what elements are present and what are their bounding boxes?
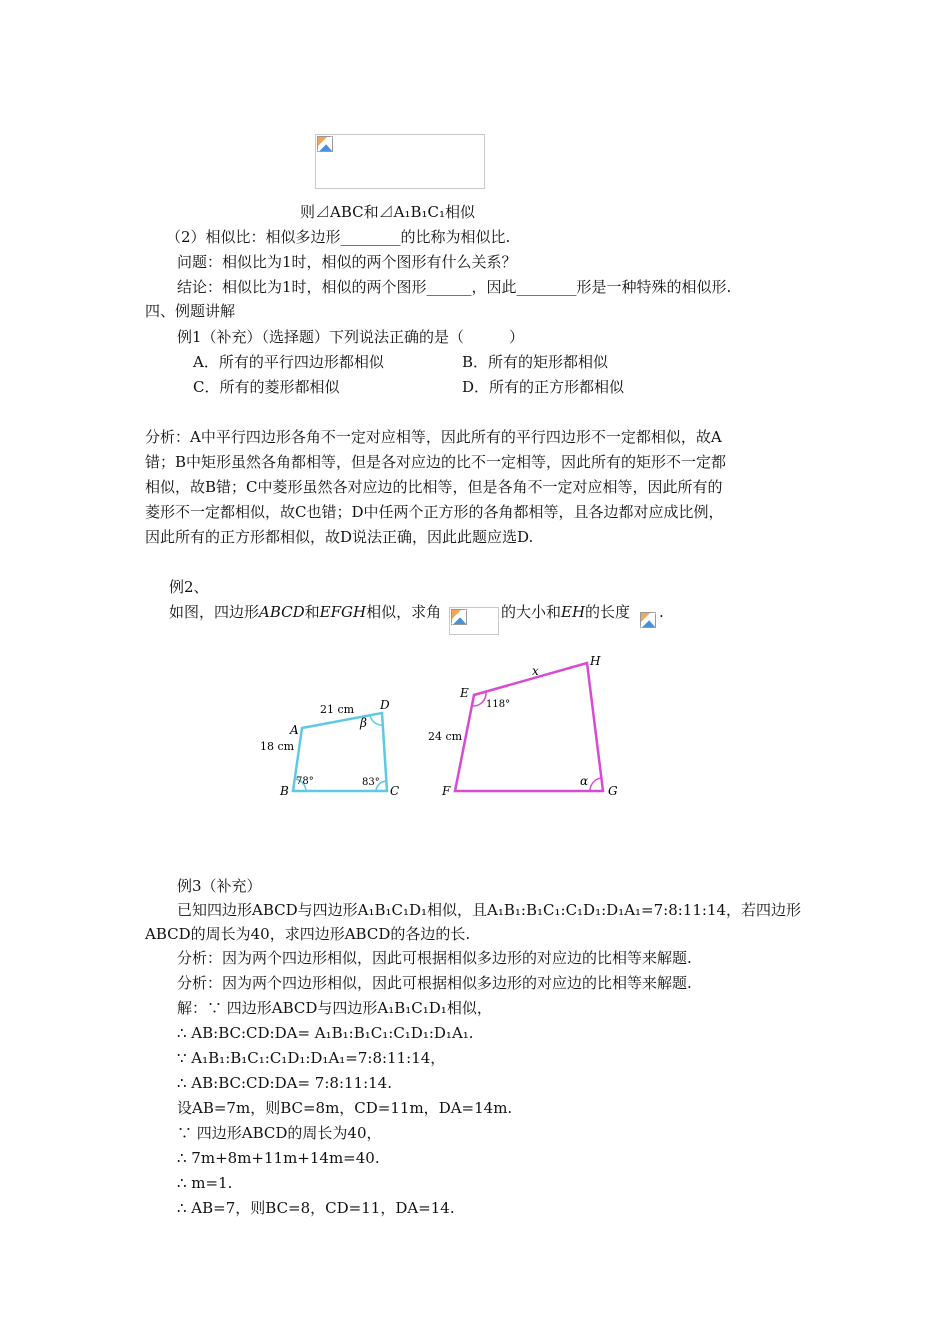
question-line: 问题：相似比为1时，相似的两个图形有什么关系？	[177, 253, 517, 271]
example2-stem	[169, 602, 441, 622]
solution-line-7: ∴ 7m+8m+11m+14m=40.	[177, 1149, 380, 1167]
analysis-line-1: 分析：A中平行四边形各角不一定对应相等，因此所有的平行四边形不一定都相似，故A	[145, 428, 722, 446]
broken-image-icon	[640, 612, 656, 628]
ratio-definition: （2）相似比：相似多边形________的比称为相似比.	[166, 228, 511, 246]
solution-line-8: ∴ m=1.	[177, 1174, 233, 1192]
segment-eh: EH	[561, 603, 586, 621]
solution-line-5: 设AB=7m，则BC=8m，CD=11m，DA=14m.	[177, 1099, 513, 1117]
length-ab: 18 cm	[260, 740, 295, 753]
analysis-line-2: 错；B中矩形虽然各角都相等，但是各对应边的比不一定相等，因此所有的矩形不一定都	[145, 453, 727, 471]
example1-stem: 例1（补充）（选择题）下列说法正确的是（ ）	[177, 328, 525, 346]
section-heading: 四、例题讲解	[145, 302, 236, 320]
vertex-f: F	[442, 784, 451, 798]
angle-c-label: 83°	[362, 777, 380, 788]
angle-e-label: 118°	[486, 699, 511, 710]
stem-part-b: 和	[304, 603, 320, 621]
vertex-g: G	[608, 784, 618, 798]
stem-part-a: 如图，四边形	[169, 603, 260, 621]
vertex-a: A	[290, 723, 299, 737]
solution-line-3: ∵ A₁B₁:B₁C₁:C₁D₁:D₁A₁=7:8:11:14，	[177, 1049, 446, 1067]
angle-g-label: α	[580, 774, 589, 788]
quadrilaterals-figure	[250, 645, 650, 805]
example3-analysis-1: 分析：因为两个四边形相似，因此可根据相似多边形的对应边的比相等来解题.	[177, 949, 692, 967]
example3-label: 例3（补充）	[177, 877, 262, 895]
vertex-c: C	[390, 784, 400, 798]
analysis-line-5: 因此所有的正方形都相似，故D说法正确，因此此题应选D.	[145, 528, 534, 546]
option-b: B．所有的矩形都相似	[462, 353, 609, 371]
example3-stem-2: ABCD的周长为40，求四边形ABCD的各边的长.	[145, 925, 471, 943]
option-c: C．所有的菱形都相似	[193, 378, 340, 396]
length-eh: x	[532, 664, 539, 678]
stem-part-c: 相似，求角	[366, 603, 442, 621]
analysis-line-3: 相似，故B错；C中菱形虽然各对应边的比相等，但是各角不一定对应相等，因此所有的	[145, 478, 723, 496]
option-d: D．所有的正方形都相似	[462, 378, 625, 396]
conclusion-line: 结论：相似比为1时，相似的两个图形______，因此________形是一种特殊的相似形.	[177, 278, 732, 296]
similar-triangles-line: 则⊿ABC和⊿A₁B₁C₁相似	[300, 203, 475, 221]
solution-line-6: ∵ 四边形ABCD的周长为40，	[177, 1124, 382, 1142]
solution-line-9: ∴ AB=7，则BC=8，CD=11，DA=14.	[177, 1199, 455, 1217]
length-ad: 21 cm	[320, 703, 355, 716]
stem-part-e: 的长度	[585, 603, 631, 621]
angle-b-label: 78°	[296, 776, 314, 787]
example2-label: 例2、	[169, 578, 209, 596]
broken-image-small	[640, 612, 658, 630]
example2-stem-tail	[501, 602, 630, 622]
analysis-line-4: 菱形不一定都相似，故C也错；D中任两个正方形的各角都相等，且各边都对应成比例，	[145, 503, 724, 521]
stem-part-d: 的大小和	[501, 603, 562, 621]
vertex-h: H	[590, 654, 601, 668]
quadrilateral-efgh	[455, 663, 603, 791]
vertex-e: E	[460, 686, 469, 700]
broken-image-icon	[317, 136, 333, 152]
broken-image-inline	[449, 607, 499, 635]
stem-end: .	[659, 603, 664, 621]
vertex-d: D	[380, 698, 390, 712]
solution-line-4: ∴ AB:BC:CD:DA= 7:8:11:14.	[177, 1074, 392, 1092]
broken-image-icon	[451, 609, 467, 625]
angle-arc-g	[590, 778, 601, 791]
broken-image-placeholder	[315, 134, 485, 189]
quad-efgh: EFGH	[319, 603, 367, 621]
example3-stem-1: 已知四边形ABCD与四边形A₁B₁C₁D₁相似，且A₁B₁:B₁C₁:C₁D₁:D₁A₁=7:8:11:14，若四边形	[177, 901, 802, 919]
angle-d-label: β	[360, 716, 367, 730]
vertex-b: B	[280, 784, 289, 798]
option-a: A．所有的平行四边形都相似	[193, 353, 384, 371]
quad-abcd: ABCD	[259, 603, 305, 621]
example3-analysis-2: 分析：因为两个四边形相似，因此可根据相似多边形的对应边的比相等来解题.	[177, 974, 692, 992]
solution-line-1: 解：∵ 四边形ABCD与四边形A₁B₁C₁D₁相似，	[177, 999, 492, 1017]
solution-line-2: ∴ AB:BC:CD:DA= A₁B₁:B₁C₁:C₁D₁:D₁A₁.	[177, 1024, 474, 1042]
length-ef: 24 cm	[428, 730, 463, 743]
